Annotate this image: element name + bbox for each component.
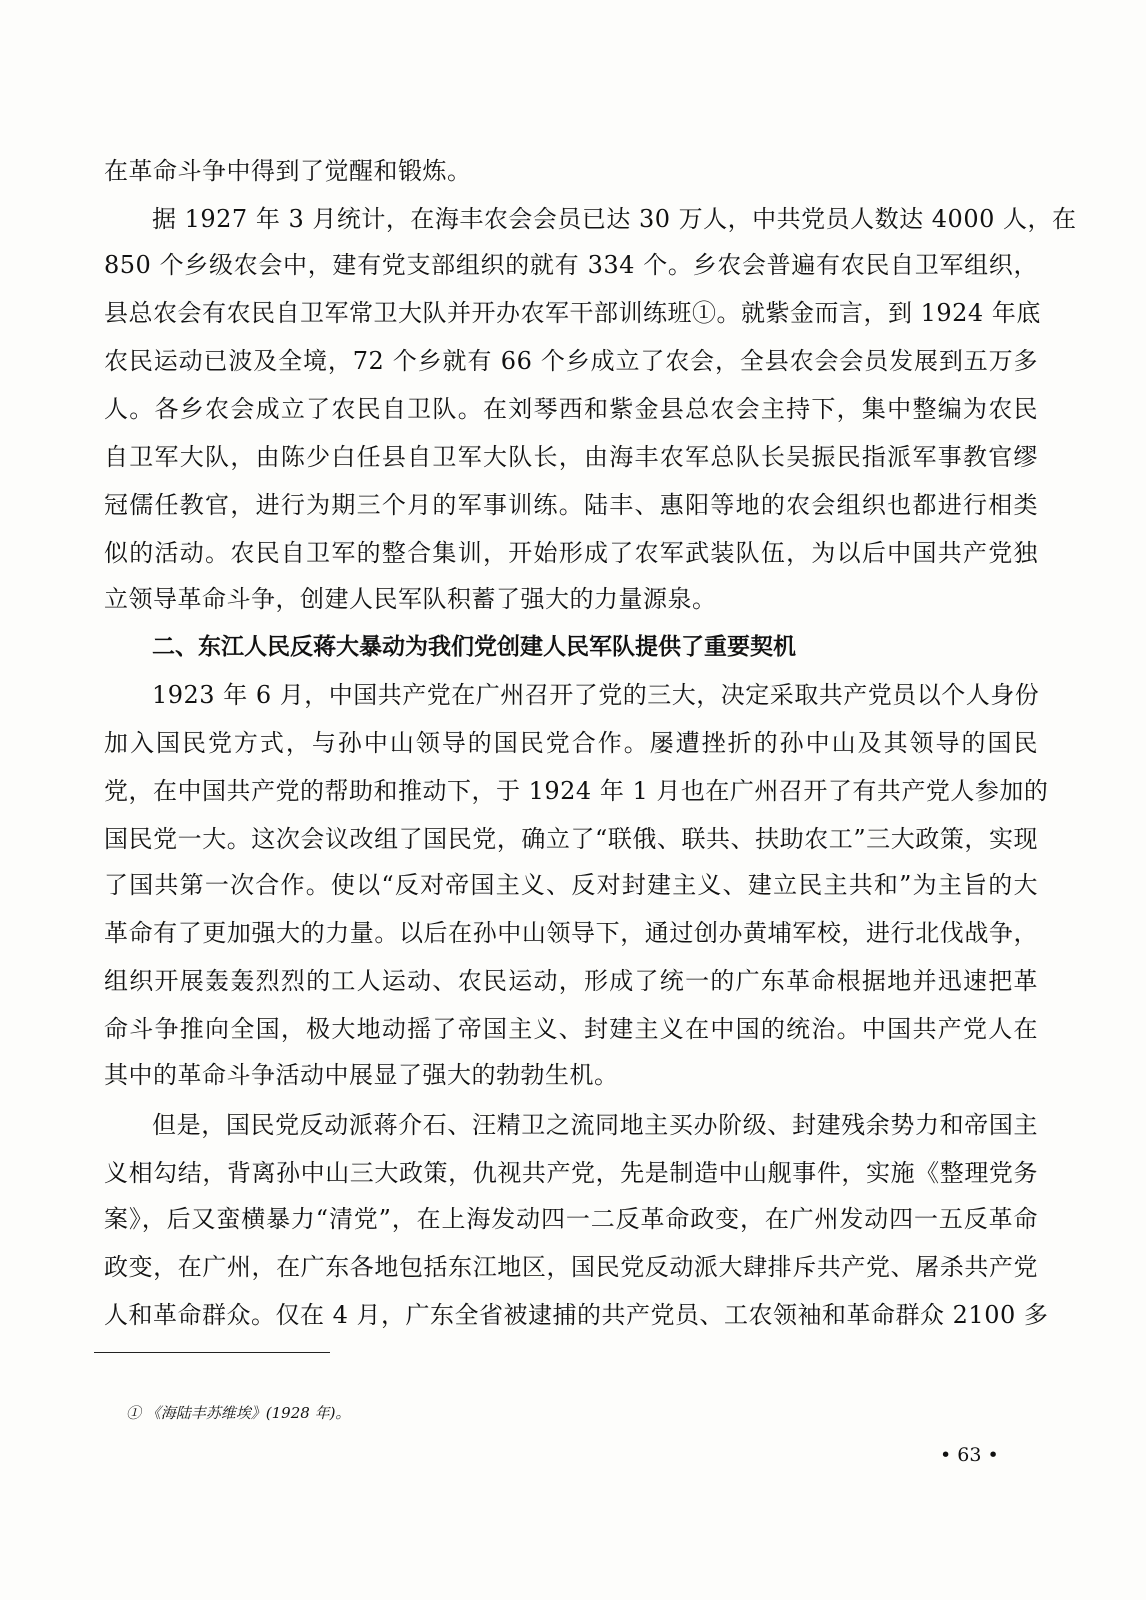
text-line: 立领导革命斗争，创建人民军队积蓄了强大的力量源泉。 [104, 585, 717, 613]
text-line: 其中的革命斗争活动中展显了强大的勃勃生机。 [104, 1061, 619, 1089]
text-line: 自卫军大队，由陈少白任县自卫军大队长，由海丰农军总队长吴振民指派军事教官缪 [104, 443, 1038, 471]
text-line: 党，在中国共产党的帮助和推动下，于 1924 年 1 月也在广州召开了有共产党人参加的 [104, 777, 1049, 805]
text-line: 了国共第一次合作。使以“反对帝国主义、反对封建主义、建立民主共和”为主旨的大 [104, 871, 1038, 899]
text-line: 加入国民党方式，与孙中山领导的国民党合作。屡遭挫折的孙中山及其领导的国民 [104, 729, 1038, 757]
text-line: 国民党一大。这次会议改组了国民党，确立了“联俄、联共、扶助农工”三大政策，实现 [104, 825, 1038, 853]
paragraph-start-line: 1923 年 6 月，中国共产党在广州召开了党的三大，决定采取共产党员以个人身份 [152, 681, 1040, 709]
text-line: 革命有了更加强大的力量。以后在孙中山领导下，通过创办黄埔军校，进行北伐战争， [104, 919, 1038, 947]
text-line: 县总农会有农民自卫军常卫大队并开办农军干部训练班①。就紫金而言，到 1924 年底 [104, 299, 1041, 327]
text-line: 人和革命群众。仅在 4 月，广东全省被逮捕的共产党员、工农领袖和革命群众 2100 多 [104, 1301, 1049, 1329]
text-line: 命斗争推向全国，极大地动摇了帝国主义、封建主义在中国的统治。中国共产党人在 [104, 1015, 1038, 1043]
text-line: 似的活动。农民自卫军的整合集训，开始形成了农军武装队伍，为以后中国共产党独 [104, 539, 1038, 567]
paragraph-start-line: 据 1927 年 3 月统计，在海丰农会会员已达 30 万人，中共党员人数达 4000 人，在 [152, 205, 1077, 233]
text-line: 政变，在广州，在广东各地包括东江地区，国民党反动派大肆排斥共产党、屠杀共产党 [104, 1253, 1038, 1281]
text-line: 农民运动已波及全境，72 个乡就有 66 个乡成立了农会，全县农会会员发展到五万多 [104, 347, 1038, 375]
text-line: 850 个乡级农会中，建有党支部组织的就有 334 个。乡农会普遍有农民自卫军组织， [104, 251, 1038, 279]
text-line: 案》，后又蛮横暴力“清党”，在上海发动四一二反革命政变，在广州发动四一五反革命 [104, 1205, 1038, 1233]
section-heading: 二、东江人民反蒋大暴动为我们党创建人民军队提供了重要契机 [152, 634, 796, 660]
footnote-divider [94, 1352, 330, 1353]
paragraph-start-line: 但是，国民党反动派蒋介石、汪精卫之流同地主买办阶级、封建残余势力和帝国主 [152, 1111, 1038, 1139]
page-number: • 63 • [940, 1444, 999, 1466]
text-line: 义相勾结，背离孙中山三大政策，仇视共产党，先是制造中山舰事件，实施《整理党务 [104, 1159, 1038, 1187]
footnote: ① 《海陆丰苏维埃》(1928 年)。 [126, 1404, 351, 1422]
text-line: 人。各乡农会成立了农民自卫队。在刘琴西和紫金县总农会主持下，集中整编为农民 [104, 395, 1038, 423]
text-line: 冠儒任教官，进行为期三个月的军事训练。陆丰、惠阳等地的农会组织也都进行相类 [104, 491, 1038, 519]
text-line-1: 在革命斗争中得到了觉醒和锻炼。 [104, 157, 472, 185]
text-line: 组织开展轰轰烈烈的工人运动、农民运动，形成了统一的广东革命根据地并迅速把革 [104, 967, 1038, 995]
